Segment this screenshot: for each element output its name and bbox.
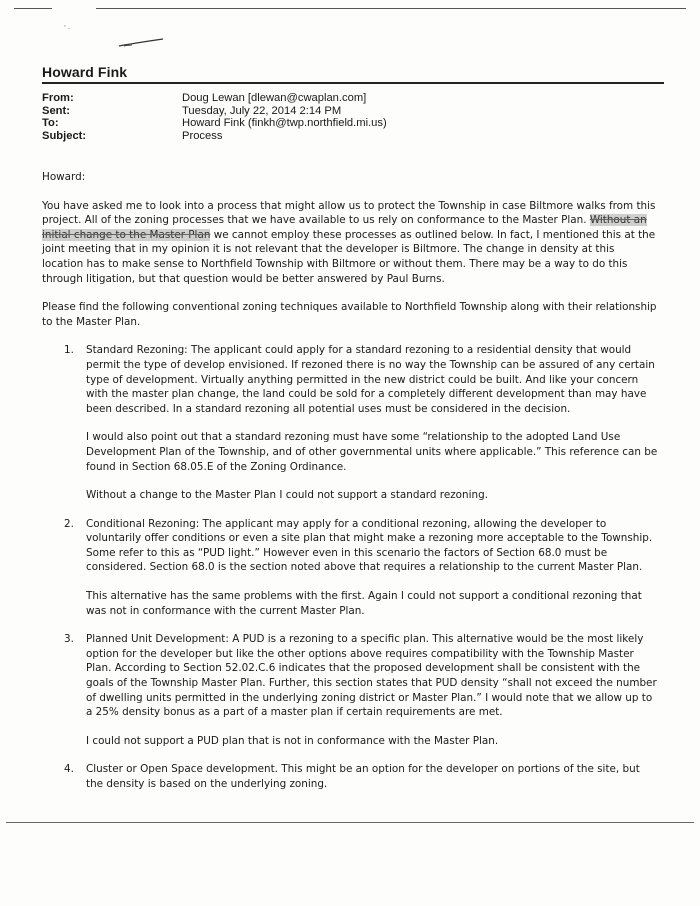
top-rule-right bbox=[96, 8, 686, 9]
intro-paragraph bbox=[42, 199, 658, 287]
list-item bbox=[42, 517, 658, 619]
top-rule-left bbox=[14, 8, 52, 9]
list-item-paragraph: Planned Unit Development: A PUD is a rezoning to a specific plan. This alternative would be the most likely option for the developer but like the other options above requires compatibility with the Township Master Plan. According to Section 52.02.C.6 indicates that the proposed development shall be consistent with the goals of the Township Master Plan. Further, this section states that PUD density “shall not exceed the number of dwelling units permitted in the underlying zoning district or Master Plan.” I would note that we allow up to a 25% density bonus as a part of a master plan if certain requirements are met. bbox=[86, 633, 657, 719]
list-item bbox=[42, 762, 658, 791]
list-item-paragraph: Without a change to the Master Plan I could not support a standard rezoning. bbox=[86, 489, 488, 502]
to-value: Howard Fink (finkh@twp.northfield.mi.us) bbox=[182, 117, 387, 130]
list-item-number: 1. bbox=[64, 344, 74, 357]
scan-marks: ’ · bbox=[64, 24, 71, 33]
list-item-paragraph: This alternative has the same problems with the first. Again I could not support a conditional rezoning that was not in conformance with the current Master Plan. bbox=[86, 590, 642, 617]
list-item-number: 3. bbox=[64, 633, 74, 646]
list-item bbox=[42, 343, 658, 502]
greeting: Howard: bbox=[42, 171, 86, 183]
header-sent-row bbox=[42, 105, 387, 118]
email-body bbox=[42, 170, 658, 806]
from-label: From: bbox=[42, 92, 74, 104]
list-item-paragraph: Cluster or Open Space development. This might be an option for the developer on portions of the site, but the density is based on the underlying zoning. bbox=[86, 763, 640, 790]
email-header bbox=[42, 92, 387, 142]
mailbox-owner-name: Howard Fink bbox=[42, 64, 128, 80]
from-value: Doug Lewan [dlewan@cwaplan.com] bbox=[182, 92, 367, 104]
struck-text: Without an initial change to the Master Plan bbox=[42, 214, 647, 241]
handwritten-mark bbox=[118, 38, 164, 48]
subject-value: Process bbox=[182, 129, 223, 142]
list-item-number: 4. bbox=[64, 763, 74, 776]
header-from-row bbox=[42, 92, 387, 105]
header-to-row bbox=[42, 117, 387, 130]
sent-label: Sent: bbox=[42, 104, 70, 117]
owner-divider bbox=[42, 82, 664, 84]
header-subject-row bbox=[42, 130, 387, 143]
sent-value: Tuesday, July 22, 2014 2:14 PM bbox=[182, 104, 342, 117]
list-item-paragraph: Standard Rezoning: The applicant could apply for a standard rezoning to a residential density that would permit the type of develop envisioned. If rezoned there is no way the Township can be assured of any certain type of development. Virtually anything permitted in the new district could be built. And like your concern with the master plan change, the land could be sold for a completely different development than may have been described. In a standard rezoning all potential uses must be considered in the decision. bbox=[86, 344, 655, 415]
subject-label: Subject: bbox=[42, 129, 87, 142]
list-item-number: 2. bbox=[64, 517, 74, 530]
to-label: To: bbox=[42, 117, 59, 130]
bottom-rule bbox=[6, 822, 694, 823]
list-item bbox=[42, 632, 658, 748]
lead-in-paragraph: Please find the following conventional zoning techniques available to Northfield Township along with their relationship to the Master Plan. bbox=[42, 301, 657, 328]
intro-text-1: You have asked me to look into a process that might allow us to protect the Township in case Biltmore walks from this project. All of the zoning processes that we have available to us rely on conformance to the Master Plan. bbox=[42, 199, 656, 227]
list-item-paragraph: Conditional Rezoning: The applicant may apply for a conditional rezoning, allowing the developer to voluntarily offer conditions or even a site plan that might make a rezoning more acceptable to the Township. Some refer to this as “PUD light.” However even in this scenario the factors of Section 68.0 must be considered. Section 68.0 is the section noted above that requires a relationship to the current Master Plan. bbox=[86, 517, 653, 574]
zoning-techniques-list bbox=[42, 343, 658, 791]
list-item-paragraph: I could not support a PUD plan that is not in conformance with the Master Plan. bbox=[86, 734, 499, 747]
list-item-paragraph: I would also point out that a standard rezoning must have some “relationship to the adopted Land Use Development Plan of the Township, and of other governmental units where applicable.” This reference can be found in Section 68.05.E of the Zoning Ordinance. bbox=[86, 431, 658, 473]
intro-text-2: we cannot employ these processes as outlined below. In fact, I mentioned this at the joint meeting that in my opinion it is not relevant that the developer is Biltmore. The change in density at this location has to make sense to Northfield Township with Biltmore or without them. There may be a way to do this through litigation, but that question would be better answered by Paul Burns. bbox=[42, 228, 656, 285]
